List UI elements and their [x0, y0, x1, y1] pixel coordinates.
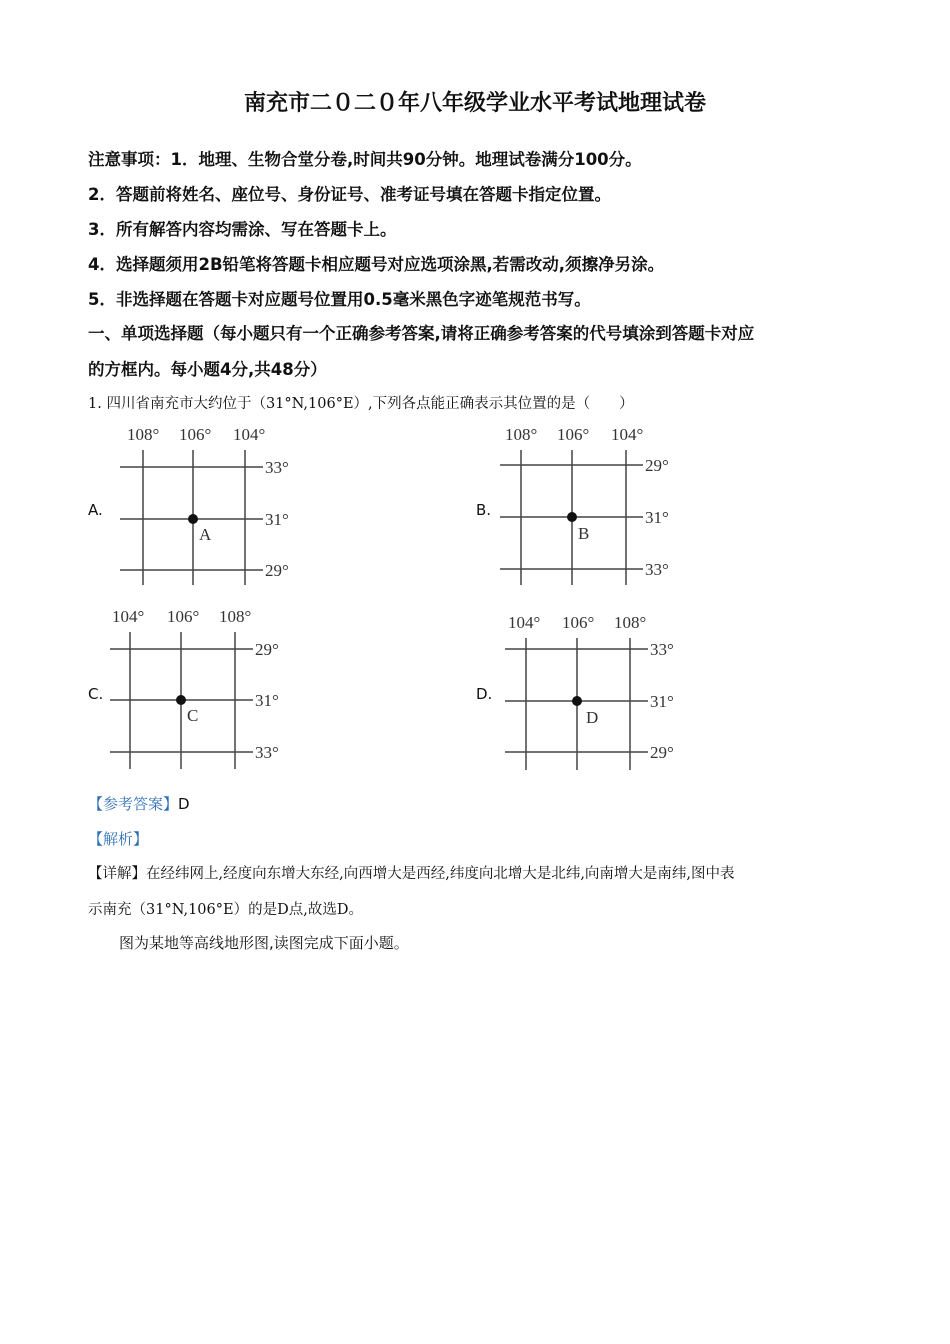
option-a-label: A. — [88, 501, 103, 519]
answer-line — [88, 793, 190, 814]
option-b-point — [567, 512, 577, 522]
option-a-lat-2: 31° — [265, 510, 289, 529]
option-d-point — [572, 696, 582, 706]
option-c-lat-2: 31° — [255, 691, 279, 710]
option-b-label: B. — [476, 501, 492, 519]
answer-label: 【参考答案】 — [88, 795, 179, 813]
option-b-lat-1: 29° — [645, 456, 669, 475]
answer-value: D — [178, 795, 190, 813]
option-b-lon-2: 106° — [557, 425, 590, 444]
detail-label: 【详解】 — [88, 866, 146, 882]
option-a-grid — [115, 420, 305, 590]
next-question-intro: 图为某地等高线地形图,读图完成下面小题。 — [119, 934, 409, 952]
notice-line-3: 3．所有解答内容均需涂、写在答题卡上。 — [88, 220, 397, 239]
option-b-lat-3: 33° — [645, 560, 669, 579]
option-d-lat-2: 31° — [650, 692, 674, 711]
option-a-lat-3: 29° — [265, 561, 289, 580]
option-c-point — [176, 695, 186, 705]
option-a-lon-1: 108° — [127, 425, 160, 444]
notice-line-5: 5．非选择题在答题卡对应题号位置用0.5毫米黑色字迹笔规范书写。 — [88, 290, 591, 309]
option-d-point-label: D — [586, 708, 599, 727]
option-d-lat-3: 29° — [650, 743, 674, 762]
option-a-lon-2: 106° — [179, 425, 212, 444]
option-c-grid — [105, 602, 295, 772]
option-b-lon-3: 104° — [611, 425, 644, 444]
option-a-point-label: A — [199, 525, 212, 544]
option-d-lon-3: 108° — [614, 613, 647, 632]
detail-line-1 — [88, 862, 735, 883]
detail-line-2: 示南充（31°N,106°E）的是D点,故选D。 — [88, 902, 363, 918]
analysis-label: 【解析】 — [88, 830, 149, 848]
notice-line-1: 注意事项：1．地理、生物合堂分卷,时间共90分钟。地理试卷满分100分。 — [88, 150, 642, 169]
option-d-lon-1: 104° — [508, 613, 541, 632]
option-c-lon-2: 106° — [167, 607, 200, 626]
option-d-lon-2: 106° — [562, 613, 595, 632]
option-b-lat-2: 31° — [645, 508, 669, 527]
option-d-lat-1: 33° — [650, 640, 674, 659]
notice-line-2: 2．答题前将姓名、座位号、身份证号、准考证号填在答题卡指定位置。 — [88, 185, 611, 204]
option-b-point-label: B — [578, 524, 590, 543]
section-heading-line-1: 一、单项选择题（每小题只有一个正确参考答案,请将正确参考答案的代号填涂到答题卡对应 — [88, 324, 755, 343]
option-b-lon-1: 108° — [505, 425, 538, 444]
option-c-label: C. — [88, 685, 104, 703]
option-a-point — [188, 514, 198, 524]
option-b-grid — [495, 420, 685, 590]
section-heading-line-2: 的方框内。每小题4分,共48分） — [88, 360, 327, 379]
notice-line-4: 4．选择题须用2B铅笔将答题卡相应题号对应选项涂黑,若需改动,须擦净另涂。 — [88, 255, 665, 274]
page-title: 南充市二０二０年八年级学业水平考试地理试卷 — [243, 91, 706, 116]
option-c-lon-1: 104° — [112, 607, 145, 626]
option-d-grid — [500, 608, 690, 778]
analysis-line — [88, 828, 148, 849]
option-c-lat-1: 29° — [255, 640, 279, 659]
question-1-stem: 1. 四川省南充市大约位于（31°N,106°E）,下列各点能正确表示其位置的是（ ） — [88, 396, 634, 412]
option-d-label: D. — [476, 685, 493, 703]
option-a-lat-1: 33° — [265, 458, 289, 477]
option-a-lon-3: 104° — [233, 425, 266, 444]
option-c-point-label: C — [187, 706, 199, 725]
option-c-lon-3: 108° — [219, 607, 252, 626]
detail-text-1: 在经纬网上,经度向东增大东经,向西增大是西经,纬度向北增大是北纬,向南增大是南纬,图中表 — [146, 866, 735, 882]
option-c-lat-3: 33° — [255, 743, 279, 762]
